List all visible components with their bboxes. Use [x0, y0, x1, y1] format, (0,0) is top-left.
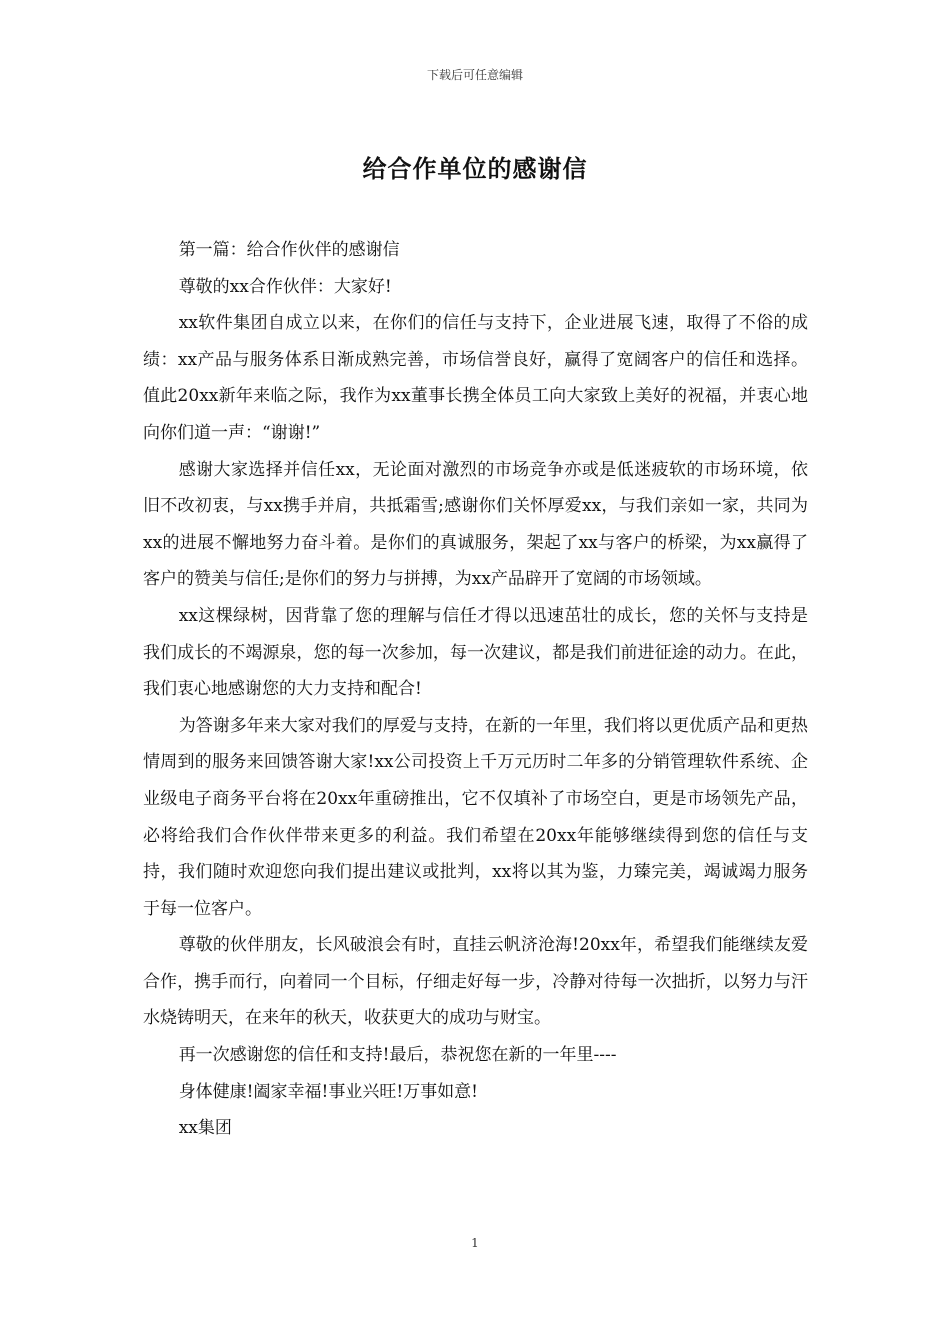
document-title: 给合作单位的感谢信: [362, 154, 588, 183]
body-paragraph: 尊敬的伙伴朋友，长风破浪会有时，直挂云帆济沧海!20xx年，希望我们能继续友爱合作，携手而行，向着同一个目标，仔细走好每一步，冷静对待每一次拙折，以努力与汗水烧铸明天，在来年的秋天，收获更大的成功与财宝。: [143, 935, 808, 1029]
body-paragraph: xx这棵绿树，因背靠了您的理解与信任才得以迅速茁壮的成长，您的关怀与支持是我们成长的不竭源泉，您的每一次参加，每一次建议，都是我们前进征途的动力。在此，我们衷心地感谢您的大力支持和配合!: [143, 605, 808, 700]
closing-wishes: 身体健康!阖家幸福!事业兴旺!万事如意!: [178, 1081, 479, 1102]
closing-line: 再一次感谢您的信任和支持!最后，恭祝您在新的一年里----: [178, 1045, 617, 1066]
salutation: 尊敬的xx合作伙伴：大家好!: [178, 276, 392, 297]
document-body: [143, 232, 808, 1147]
page-number: 1: [471, 1236, 479, 1250]
body-paragraph: 为答谢多年来大家对我们的厚爱与支持，在新的一年里，我们将以更优质产品和更热情周到的服务来回馈答谢大家!xx公司投资上千万元历时二年多的分销管理软件系统、企业级电子商务平台将在20xx年重磅推出，它不仅填补了市场空白，更是市场领先产品，必将给我们合作伙伴带来更多的利益。我们希望在20xx年能够继续得到您的信任与支持，我们随时欢迎您向我们提出建议或批判，xx将以其为鉴，力臻完美，竭诚竭力服务于每一位客户。: [143, 715, 808, 919]
body-paragraph: xx软件集团自成立以来，在你们的信任与支持下，企业进展飞速，取得了不俗的成绩：xx产品与服务体系日渐成熟完善，市场信誉良好，赢得了宽阔客户的信任和选择。值此20xx新年来临之际，我作为xx董事长携全体员工向大家致上美好的祝福，并衷心地向你们道一声：“谢谢!”: [143, 313, 808, 443]
signature: xx集团: [178, 1118, 232, 1139]
page-header-note: 下载后可任意编辑: [426, 68, 523, 82]
section-heading: 第一篇：给合作伙伴的感谢信: [178, 240, 400, 260]
body-paragraph: 感谢大家选择并信任xx，无论面对激烈的市场竞争亦或是低迷疲软的市场环境，依旧不改初衷，与xx携手并肩，共抵霜雪;感谢你们关怀厚爱xx，与我们亲如一家，共同为xx的进展不懈地努力奋斗着。是你们的真诚服务，架起了xx与客户的桥梁，为xx赢得了客户的赞美与信任;是你们的努力与拼搏，为xx产品辟开了宽阔的市场领域。: [143, 459, 808, 590]
